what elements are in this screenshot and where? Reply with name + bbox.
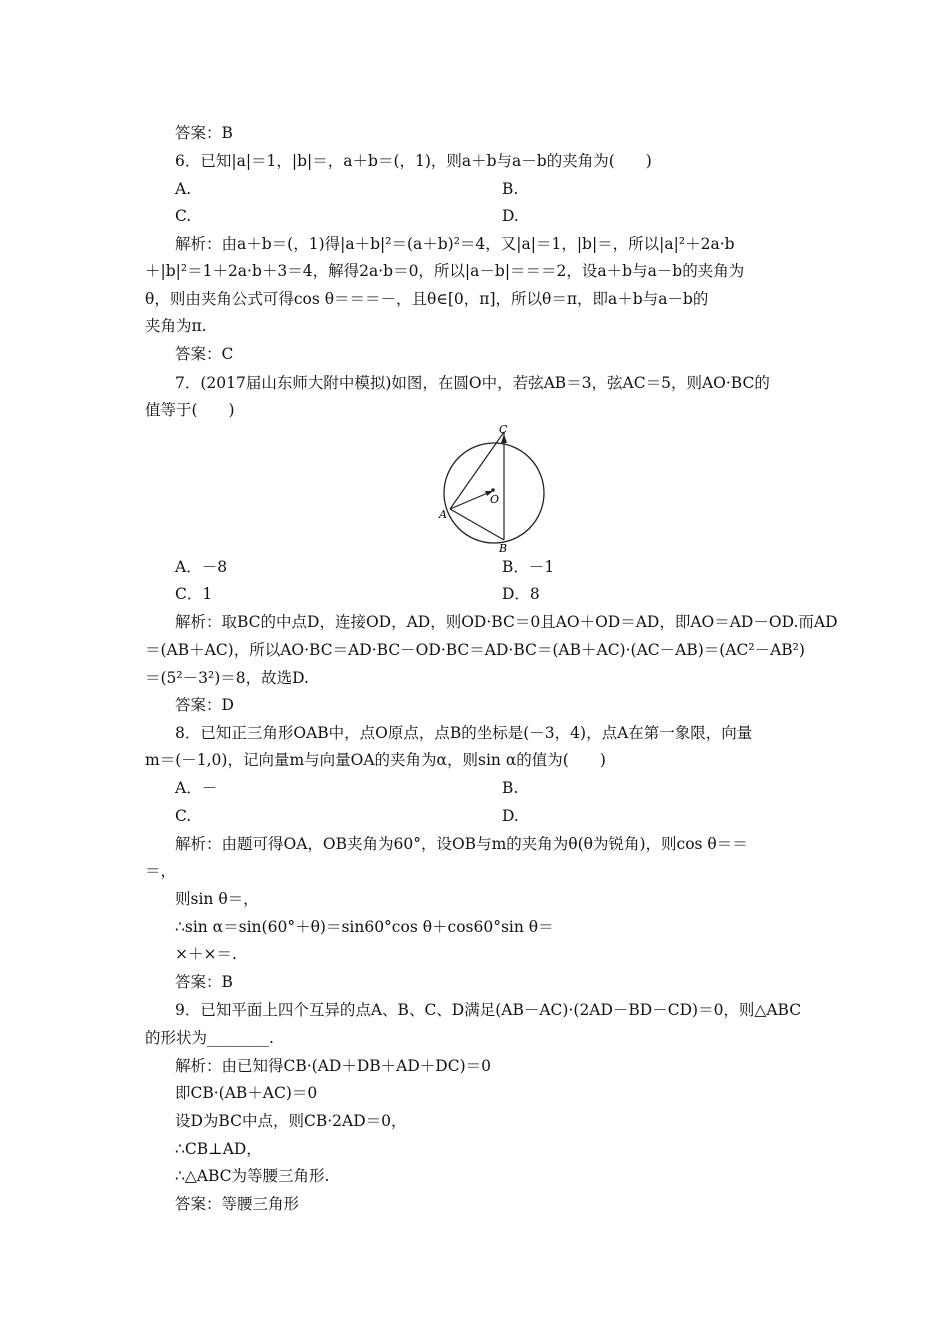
chord-ab <box>450 509 504 540</box>
q8-solution-line: 则sin θ＝， <box>175 890 259 908</box>
q9-solution-line: ∴△ABC为等腰三角形. <box>175 1167 330 1185</box>
q9-solution-line: 设D为BC中点，则CB·2AD＝0， <box>175 1112 407 1130</box>
q8-option-b: B. <box>502 779 519 797</box>
label-b: B <box>499 542 508 555</box>
q9-stem-line: 9．已知平面上四个互异的点A、B、C、D满足(AB－AC)·(2AD－BD－CD)＝0，则△ABC <box>175 1001 802 1019</box>
q6-stem: 6．已知|a|＝1，|b|＝，a＋b＝(，1)，则a＋b与a－b的夹角为( ) <box>175 152 652 170</box>
q7-option-b: B．－1 <box>502 558 555 576</box>
label-c: C <box>499 424 508 436</box>
q7-options-row2 <box>175 583 815 605</box>
q9-stem-line: 的形状为________. <box>145 1029 274 1047</box>
q9-answer: 答案：等腰三角形 <box>175 1195 300 1213</box>
q8-solution-line: 解析：由题可得OA，OB夹角为60°，设OB与m的夹角为θ(θ为锐角)，则cos θ＝＝ <box>175 835 748 853</box>
q6-option-c: C. <box>175 207 192 225</box>
q7-stem-line: 7．(2017届山东师大附中模拟)如图，在圆O中，若弦AB＝3，弦AC＝5，则AO·BC的 <box>175 374 770 392</box>
q8-answer: 答案：B <box>175 973 233 991</box>
q8-options-row2 <box>175 805 815 827</box>
q6-solution-line: 夹角为π. <box>145 317 207 335</box>
center-o-dot <box>491 488 495 492</box>
label-o: O <box>490 493 500 506</box>
q7-option-d: D．8 <box>502 585 540 603</box>
q9-solution-line: 解析：由已知得CB·(AD＋DB＋AD＋DC)＝0 <box>175 1057 491 1075</box>
q6-solution-line: 解析：由a＋b＝(，1)得|a＋b|²＝(a＋b)²＝4，又|a|＝1，|b|＝，所以|a|²＋2a·b <box>175 235 735 253</box>
q8-stem-line: 8．已知正三角形OAB中，点O原点，点B的坐标是(－3，4)，点A在第一象限，向量 <box>175 724 753 742</box>
q6-options-row1 <box>175 178 815 200</box>
q8-option-c: C. <box>175 807 192 825</box>
q7-stem-line: 值等于( ) <box>145 401 235 419</box>
q6-solution-line: ＋|b|²＝1＋2a·b＋3＝4，解得2a·b＝0，所以|a－b|＝＝＝2，设a＋b与a－b的夹角为 <box>145 262 745 280</box>
q7-options-row1 <box>175 556 815 578</box>
q7-solution-line: ＝(AB＋AC)，所以AO·BC＝AD·BC－OD·BC＝AD·BC＝(AB＋AC)·(AC－AB)＝(AC²－AB²) <box>145 641 805 659</box>
q5-answer: 答案：B <box>175 124 233 142</box>
q8-solution-line: ×＋×＝. <box>175 945 237 963</box>
q8-option-a: A．－ <box>175 779 218 797</box>
q8-solution-line: ＝， <box>145 862 177 880</box>
q7-circle-figure <box>430 424 560 556</box>
q6-solution-line: θ，则由夹角公式可得cos θ＝＝＝－，且θ∈[0，π]，所以θ＝π，即a＋b与a－b的 <box>145 290 709 308</box>
q9-solution-line: 即CB·(AB＋AC)＝0 <box>175 1084 318 1102</box>
q8-stem-line: m＝(－1,0)，记向量m与向量OA的夹角为α，则sin α的值为( ) <box>145 751 606 769</box>
q7-solution-line: ＝(5²－3²)＝8，故选D. <box>145 669 309 687</box>
q8-solution-line: ∴sin α＝sin(60°＋θ)＝sin60°cos θ＋cos60°sin θ＝ <box>175 918 554 936</box>
q6-answer: 答案：C <box>175 345 234 363</box>
q6-option-a: A. <box>175 180 192 198</box>
q8-options-row1 <box>175 777 815 799</box>
q6-option-b: B. <box>502 180 519 198</box>
q9-solution-line: ∴CB⊥AD， <box>175 1140 262 1158</box>
label-a: A <box>439 508 447 521</box>
q7-option-c: C．1 <box>175 585 213 603</box>
q6-options-row2 <box>175 205 815 227</box>
q7-solution-line: 解析：取BC的中点D，连接OD，AD，则OD·BC＝0且AO＋OD＝AD，即AO＝AD－OD.而AD <box>175 613 838 631</box>
q7-answer: 答案：D <box>175 696 234 714</box>
q8-option-d: D. <box>502 807 519 825</box>
q7-option-a: A．－8 <box>175 558 228 576</box>
q6-option-d: D. <box>502 207 519 225</box>
